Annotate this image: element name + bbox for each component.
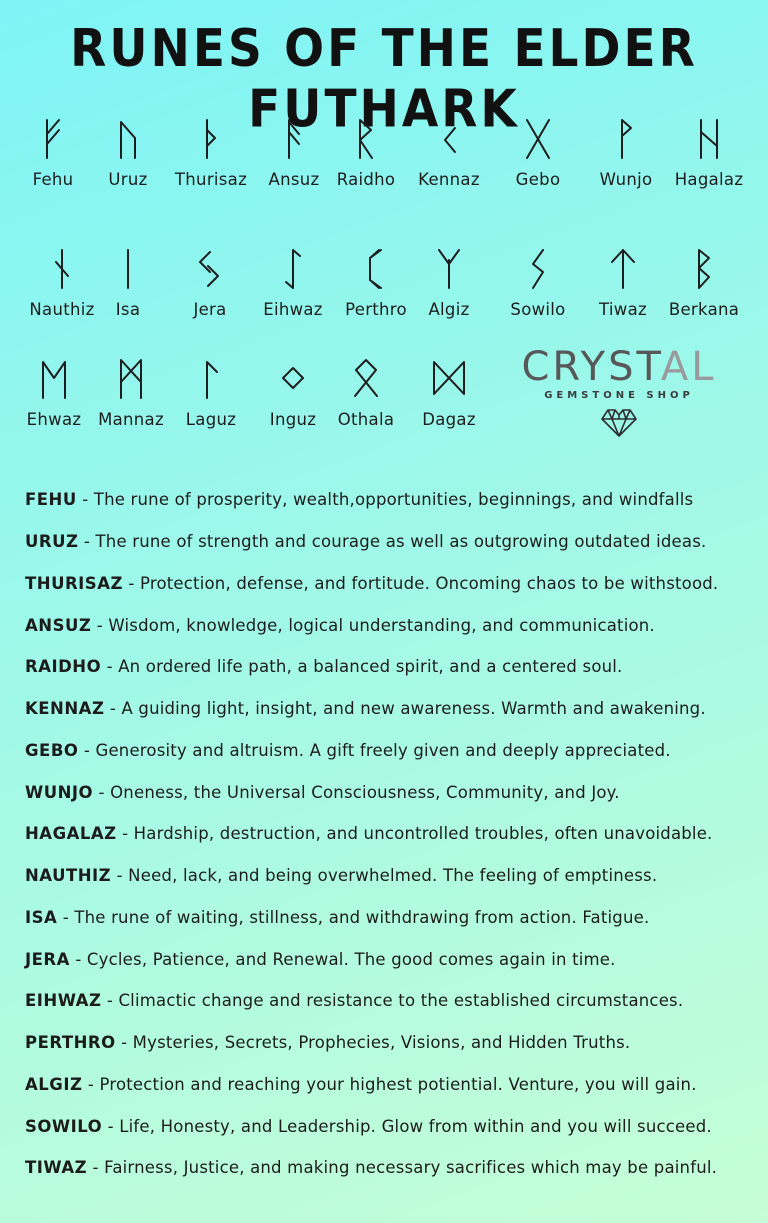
rune-hagalaz (664, 116, 754, 189)
crystal-heart-icon (599, 406, 639, 438)
description-line: NAUTHIZ - Need, lack, and being overwhelmed. The feeling of emptiness. (25, 866, 658, 885)
rune-term: THURISAZ (25, 574, 123, 593)
fehu-rune-icon (33, 116, 73, 162)
uruz-rune-icon (108, 116, 148, 162)
rune-term: EIHWAZ (25, 991, 102, 1010)
algiz-rune-icon (429, 246, 469, 292)
rune-label: Raidho (336, 170, 396, 189)
rune-term: FEHU (25, 490, 77, 509)
description-line: GEBO - Generosity and altruism. A gift freely given and deeply appreciated. (25, 741, 671, 760)
rune-term: GEBO (25, 741, 79, 760)
description-line: ISA - The rune of waiting, stillness, and withdrawing from action. Fatigue. (25, 908, 650, 927)
rune-gebo (493, 116, 583, 189)
rune-berkana (659, 246, 749, 319)
description-line: SOWILO - Life, Honesty, and Leadership. Glow from within and you will succeed. (25, 1117, 712, 1136)
rune-label: Algiz (428, 300, 470, 319)
rune-label: Dagaz (422, 410, 476, 429)
sowilo-rune-icon (518, 246, 558, 292)
rune-dagaz (404, 356, 494, 429)
rune-label: Inguz (269, 410, 317, 429)
othala-rune-icon (346, 356, 386, 402)
rune-label: Kennaz (418, 170, 480, 189)
rune-label: Sowilo (510, 300, 566, 319)
raidho-rune-icon (346, 116, 386, 162)
rune-uruz (83, 116, 173, 189)
isa-rune-icon (108, 246, 148, 292)
rune-term: HAGALAZ (25, 824, 117, 843)
rune-othala (321, 356, 411, 429)
rune-label: Othala (337, 410, 395, 429)
rune-label: Fehu (32, 170, 74, 189)
rune-term: KENNAZ (25, 699, 105, 718)
description-line: HAGALAZ - Hardship, destruction, and uncontrolled troubles, often unavoidable. (25, 824, 713, 843)
rune-label: Hagalaz (674, 170, 744, 189)
rune-term: ISA (25, 908, 58, 927)
crystal-gemstone-shop-logo (518, 345, 720, 438)
rune-wunjo (581, 116, 671, 189)
rune-eihwaz (248, 246, 338, 319)
inguz-rune-icon (273, 356, 313, 402)
rune-label: Ansuz (268, 170, 320, 189)
rune-tiwaz (578, 246, 668, 319)
rune-isa (83, 246, 173, 319)
tiwaz-rune-icon (603, 246, 643, 292)
rune-label: Uruz (108, 170, 148, 189)
jera-rune-icon (190, 246, 230, 292)
mannaz-rune-icon (111, 356, 151, 402)
description-line: THURISAZ - Protection, defense, and fortitude. Oncoming chaos to be withstood. (25, 574, 719, 593)
rune-kennaz (404, 116, 494, 189)
rune-algiz (404, 246, 494, 319)
rune-term: SOWILO (25, 1117, 103, 1136)
rune-term: ALGIZ (25, 1075, 83, 1094)
logo-subtitle: GEMSTONE SHOP (544, 390, 694, 401)
rune-sowilo (493, 246, 583, 319)
rune-term: TIWAZ (25, 1158, 88, 1177)
perthro-rune-icon (356, 246, 396, 292)
hagalaz-rune-icon (689, 116, 729, 162)
rune-term: NAUTHIZ (25, 866, 112, 885)
rune-label: Gebo (515, 170, 561, 189)
rune-label: Laguz (185, 410, 237, 429)
description-line: FEHU - The rune of prosperity, wealth,opportunities, beginnings, and windfalls (25, 490, 694, 509)
rune-label: Eihwaz (263, 300, 323, 319)
page-title: RUNES OF THE ELDER FUTHARK (70, 18, 698, 140)
thurisaz-rune-icon (191, 116, 231, 162)
kennaz-rune-icon (429, 116, 469, 162)
rune-term: ANSUZ (25, 616, 92, 635)
rune-label: Nauthiz (29, 300, 95, 319)
rune-label: Tiwaz (599, 300, 647, 319)
rune-label: Wunjo (599, 170, 653, 189)
rune-term: JERA (25, 950, 70, 969)
description-line: KENNAZ - A guiding light, insight, and new awareness. Warmth and awakening. (25, 699, 706, 718)
description-line: WUNJO - Oneness, the Universal Consciousness, Community, and Joy. (25, 783, 620, 802)
logo-wordmark: CRYSTAL (521, 344, 717, 390)
rune-label: Perthro (345, 300, 407, 319)
nauthiz-rune-icon (42, 246, 82, 292)
rune-term: WUNJO (25, 783, 94, 802)
rune-term: PERTHRO (25, 1033, 116, 1052)
rune-thurisaz (166, 116, 256, 189)
berkana-rune-icon (684, 246, 724, 292)
laguz-rune-icon (191, 356, 231, 402)
rune-term: RAIDHO (25, 657, 102, 676)
ansuz-rune-icon (274, 116, 314, 162)
eihwaz-rune-icon (273, 246, 313, 292)
description-line: URUZ - The rune of strength and courage as well as outgrowing outdated ideas. (25, 532, 707, 551)
rune-label: Mannaz (98, 410, 164, 429)
rune-label: Thurisaz (174, 170, 248, 189)
description-line: RAIDHO - An ordered life path, a balanced spirit, and a centered soul. (25, 657, 623, 676)
rune-laguz (166, 356, 256, 429)
description-line: EIHWAZ - Climactic change and resistance to the established circumstances. (25, 991, 684, 1010)
rune-label: Isa (115, 300, 141, 319)
rune-label: Jera (193, 300, 227, 319)
gebo-rune-icon (518, 116, 558, 162)
description-line: TIWAZ - Fairness, Justice, and making necessary sacrifices which may be painful. (25, 1158, 718, 1177)
rune-jera (165, 246, 255, 319)
rune-label: Berkana (668, 300, 740, 319)
rune-label: Ehwaz (26, 410, 82, 429)
ehwaz-rune-icon (34, 356, 74, 402)
description-line: ALGIZ - Protection and reaching your highest potiential. Venture, you will gain. (25, 1075, 697, 1094)
wunjo-rune-icon (606, 116, 646, 162)
rune-term: URUZ (25, 532, 79, 551)
rune-mannaz (86, 356, 176, 429)
description-line: PERTHRO - Mysteries, Secrets, Prophecies, Visions, and Hidden Truths. (25, 1033, 631, 1052)
dagaz-rune-icon (429, 356, 469, 402)
rune-raidho (321, 116, 411, 189)
description-line: JERA - Cycles, Patience, and Renewal. The good comes again in time. (25, 950, 616, 969)
description-line: ANSUZ - Wisdom, knowledge, logical understanding, and communication. (25, 616, 655, 635)
